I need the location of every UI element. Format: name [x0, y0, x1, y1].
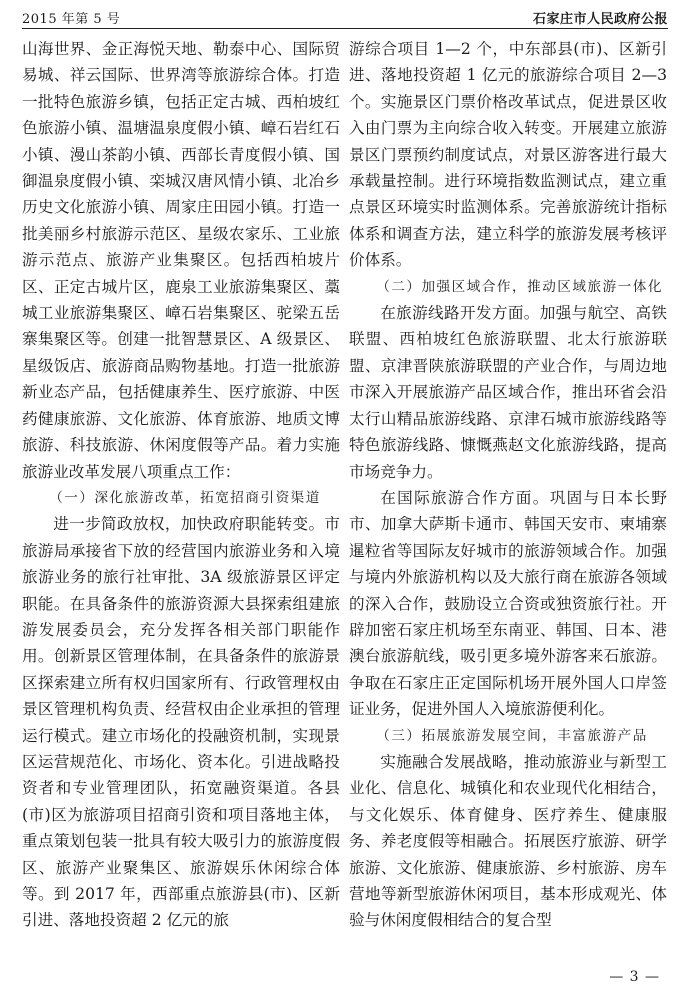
right-column [349, 36, 667, 934]
issue-label: 2015 年第 5 号 [22, 12, 121, 27]
paragraph-continued: 山海世界、金正海悦天地、勒泰中心、国际贸易城、祥云国际、世界湾等旅游综合体。打造一批特色旅游乡镇，包括正定古城、西柏坡红色旅游小镇、温塘温泉度假小镇、嶂石岩红石小镇、漫山茶韵小镇、西部长青度假小镇、国御温泉度假小镇、栾城汉唐风情小镇、北冶乡历史文化旅游小镇、周家庄田园小镇。打造一批美丽乡村旅游示范区、星级农家乐、工业旅游示范点、旅游产业集聚区。包括西柏坡片区、正定古城片区，鹿泉工业旅游集聚区、藁城工业旅游集聚区、嶂石岩集聚区、驼梁五岳寨集聚区等。创建一批智慧景区、A 级景区、星级饭店、旅游商品购物基地。打造一批旅游新业态产品，包括健康养生、医疗旅游、中医药健康旅游、文化旅游、体育旅游、地质文博旅游、科技旅游、休闲度假等产品。着力实施旅游业改革发展八项重点工作： [22, 40, 340, 481]
section-heading-2: （二）加强区域合作，推动区域旅游一体化 [376, 278, 663, 295]
section-heading-1: （一）深化旅游改革，拓宽招商引资渠道 [49, 489, 321, 506]
paragraph: 实施融合发展战略，推动旅游业与新型工业化、信息化、城镇化和农业现代化相结合，与文化娱乐、体育健身、医疗养生、健康服务、养老度假等相融合。拓展医疗旅游、研学旅游、文化旅游、健康旅游、乡村旅游、房车营地等新型旅游休闲项目，基本形成观光、体验与休闲度假相结合的复合型 [349, 752, 667, 930]
section-heading-3: （三）拓展旅游发展空间，丰富旅游产品 [376, 727, 648, 744]
paragraph: 在国际旅游合作方面。巩固与日本长野市、加拿大萨斯卡通市、韩国天安市、柬埔寨暹粒省等国际友好城市的旅游领域合作。加强与境内外旅游机构以及大旅行商在旅游各领域的深入合作，鼓励设立合资或独资旅行社。开辟加密石家庄机场至东南亚、韩国、日本、港澳台旅游航线，吸引更多境外游客来石旅游。争取在石家庄正定国际机场开展外国人口岸签证业务，促进外国人入境旅游便利化。 [349, 488, 667, 719]
paragraph: 进一步简政放权，加快政府职能转变。市旅游局承接省下放的经营国内旅游业务和入境旅游业务的旅行社审批、3A 级旅游景区评定职能。在具备条件的旅游资源大县探索组建旅游发展委员会，充分发挥各相关部门职能作用。创新景区管理体制，在具备条件的旅游景区探索建立所有权归国家所有、行政管理权由景区管理机构负责、经营权由企业承担的管理运行模式。建立市场化的投融资机制，实现景区运营规范化、市场化、资本化。引进战略投资者和专业管理团队，拓宽融资渠道。各县(市)区为旅游项目招商引资和项目落地主体，重点策划包装一批具有较大吸引力的旅游度假区、旅游产业聚集区、旅游娱乐休闲综合体等。到 2017 年，西部重点旅游县(市)、区新引进、落地投资超 2 亿元的旅 [22, 515, 340, 930]
page-header [22, 6, 668, 29]
left-column [22, 36, 340, 934]
page-number: — 3 — [609, 969, 660, 985]
paragraph: 在旅游线路开发方面。加强与航空、高铁联盟、西柏坡红色旅游联盟、北太行旅游联盟、京津晋陕旅游联盟的产业合作，与周边地市深入开展旅游产品区域合作，推出环省会沿太行山精品旅游线路、京津石城市旅游线路等特色旅游线路、慷慨燕赵文化旅游线路，提高市场竞争力。 [349, 304, 667, 481]
paragraph-continued: 游综合项目 1—2 个，中东部县(市)、区新引进、落地投资超 1 亿元的旅游综合项目 2—3 个。实施景区门票价格改革试点，促进景区收入由门票为主向综合收入转变。开展建立旅游景区门票预约制度试点，对景区游客进行最大承载量控制。进行环境指数监测试点，建立重点景区环境实时监测体系。完善旅游统计指标体系和调查方法，建立科学的旅游发展考核评价体系。 [349, 40, 667, 270]
publication-title: 石家庄市人民政府公报 [532, 12, 668, 27]
